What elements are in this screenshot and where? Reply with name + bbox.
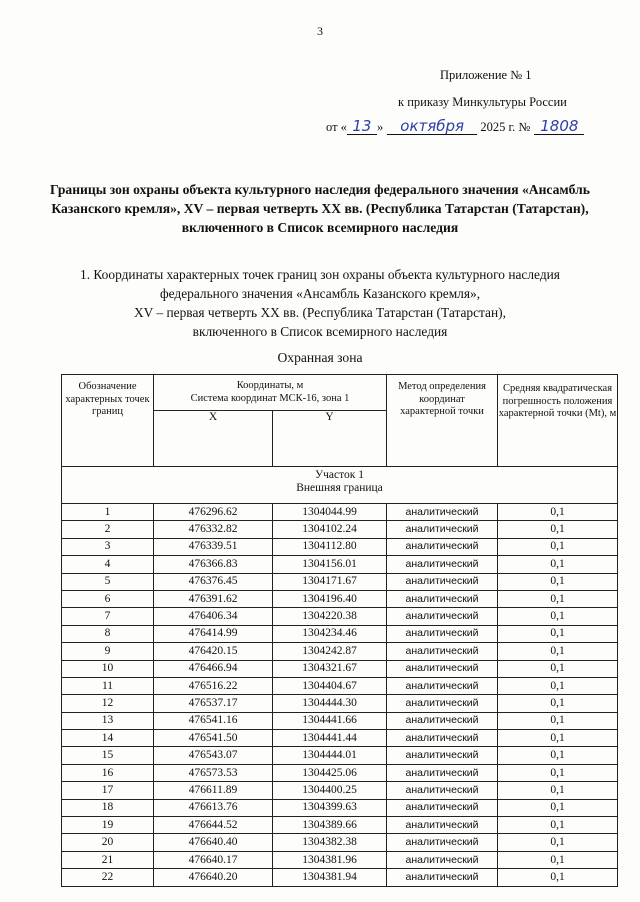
x-coordinate-cell: 476541.50 [154,730,273,747]
x-coordinate-cell: 476391.62 [154,590,273,607]
error-cell: 0,1 [498,573,618,590]
point-number-cell: 3 [62,538,154,555]
y-coordinate-cell: 1304382.38 [273,834,387,851]
header-coordinate-system: Система координат МСК-16, зона 1 [190,392,350,404]
section-heading [40,265,600,341]
error-cell: 0,1 [498,764,618,781]
method-cell: аналитический [387,851,498,868]
section-heading-line: XV – первая четверть XX вв. (Республика Татарстан (Татарстан), [134,305,506,320]
y-coordinate-cell: 1304171.67 [273,573,387,590]
handwritten-number-field [534,117,584,135]
point-number-cell: 18 [62,799,154,816]
x-coordinate-cell: 476516.22 [154,677,273,694]
method-cell: аналитический [387,712,498,729]
table-row [62,747,618,764]
x-coordinate-cell: 476611.89 [154,782,273,799]
header-coordinates-unit: Координаты, м [236,380,304,391]
point-number-cell: 9 [62,643,154,660]
handwritten-day: 13 [352,117,372,135]
point-number-cell: 21 [62,851,154,868]
table-row [62,643,618,660]
method-cell: аналитический [387,660,498,677]
plot-label: Участок 1 [315,469,364,481]
y-coordinate-cell: 1304102.24 [273,521,387,538]
table-row [62,590,618,607]
y-coordinate-cell: 1304425.06 [273,764,387,781]
table-row [62,782,618,799]
x-coordinate-cell: 476332.82 [154,521,273,538]
page-number: 3 [317,24,323,38]
table-row [62,834,618,851]
table-row [62,625,618,642]
zone-title: Охранная зона [277,350,363,365]
header-x: X [154,411,273,467]
method-cell: аналитический [387,590,498,607]
point-number-cell: 11 [62,677,154,694]
x-coordinate-cell: 476339.51 [154,538,273,555]
x-coordinate-cell: 476644.52 [154,817,273,834]
y-coordinate-cell: 1304242.87 [273,643,387,660]
header-coordinates [154,375,387,411]
y-coordinate-cell: 1304441.44 [273,730,387,747]
point-number-cell: 14 [62,730,154,747]
table-row [62,660,618,677]
method-cell: аналитический [387,869,498,886]
method-cell: аналитический [387,730,498,747]
error-cell: 0,1 [498,625,618,642]
handwritten-month: октября [400,117,465,135]
table-row [62,504,618,521]
y-coordinate-cell: 1304381.96 [273,851,387,868]
section-heading-line: федерального значения «Ансамбль Казанского кремля», [159,286,481,301]
y-coordinate-cell: 1304399.63 [273,799,387,816]
x-coordinate-cell: 476466.94 [154,660,273,677]
y-coordinate-cell: 1304404.67 [273,677,387,694]
error-cell: 0,1 [498,504,618,521]
table-row [62,712,618,729]
point-number-cell: 13 [62,712,154,729]
error-cell: 0,1 [498,608,618,625]
handwritten-day-field [347,117,377,135]
error-cell: 0,1 [498,590,618,607]
method-cell: аналитический [387,538,498,555]
y-coordinate-cell: 1304156.01 [273,556,387,573]
y-coordinate-cell: 1304196.40 [273,590,387,607]
method-cell: аналитический [387,799,498,816]
point-number-cell: 12 [62,695,154,712]
x-coordinate-cell: 476541.16 [154,712,273,729]
error-cell: 0,1 [498,677,618,694]
error-cell: 0,1 [498,799,618,816]
error-cell: 0,1 [498,660,618,677]
y-coordinate-cell: 1304444.30 [273,695,387,712]
method-cell: аналитический [387,556,498,573]
method-cell: аналитический [387,625,498,642]
error-cell: 0,1 [498,712,618,729]
appendix-order-ref: к приказу Минкультуры России [398,95,567,109]
year-and-number-label: 2025 г. № [480,120,531,134]
y-coordinate-cell: 1304220.38 [273,608,387,625]
error-cell: 0,1 [498,834,618,851]
date-prefix: от « [326,120,347,134]
method-cell: аналитический [387,747,498,764]
handwritten-number: 1808 [540,117,579,135]
x-coordinate-cell: 476414.99 [154,625,273,642]
y-coordinate-cell: 1304389.66 [273,817,387,834]
y-coordinate-cell: 1304044.99 [273,504,387,521]
point-number-cell: 22 [62,869,154,886]
header-designation: Обозначение характерных точек границ [62,375,154,467]
method-cell: аналитический [387,782,498,799]
point-number-cell: 2 [62,521,154,538]
section-heading-line: включенного в Список всемирного наследия [192,324,448,339]
y-coordinate-cell: 1304321.67 [273,660,387,677]
table-row [62,677,618,694]
point-number-cell: 1 [62,504,154,521]
table-row [62,556,618,573]
point-number-cell: 19 [62,817,154,834]
x-coordinate-cell: 476537.17 [154,695,273,712]
method-cell: аналитический [387,643,498,660]
point-number-cell: 17 [62,782,154,799]
table-row [62,799,618,816]
appendix-label: Приложение № 1 [440,68,532,82]
method-cell: аналитический [387,504,498,521]
document-title: Границы зон охраны объекта культурного наследия федерального значения «Ансамбль Казанского кремля», XV – первая четверть XX вв. (Республика Татарстан (Татарстан), включенного в Список всемирного наследия [50,182,590,235]
x-coordinate-cell: 476406.34 [154,608,273,625]
table-row [62,695,618,712]
y-coordinate-cell: 1304234.46 [273,625,387,642]
appendix-date-line [326,117,584,135]
header-error: Средняя квадратическая погрешность положения характерной точки (Mt), м [498,375,618,467]
point-number-cell: 7 [62,608,154,625]
table-row [62,730,618,747]
date-quote-close: » [376,120,384,134]
error-cell: 0,1 [498,747,618,764]
point-number-cell: 8 [62,625,154,642]
y-coordinate-cell: 1304112.80 [273,538,387,555]
table-row [62,851,618,868]
error-cell: 0,1 [498,556,618,573]
point-number-cell: 5 [62,573,154,590]
table-row [62,538,618,555]
x-coordinate-cell: 476366.83 [154,556,273,573]
error-cell: 0,1 [498,538,618,555]
table-row [62,764,618,781]
error-cell: 0,1 [498,643,618,660]
table-row [62,608,618,625]
error-cell: 0,1 [498,730,618,747]
method-cell: аналитический [387,573,498,590]
method-cell: аналитический [387,817,498,834]
point-number-cell: 20 [62,834,154,851]
y-coordinate-cell: 1304400.25 [273,782,387,799]
x-coordinate-cell: 476640.17 [154,851,273,868]
point-number-cell: 15 [62,747,154,764]
point-number-cell: 16 [62,764,154,781]
x-coordinate-cell: 476640.20 [154,869,273,886]
y-coordinate-cell: 1304444.01 [273,747,387,764]
error-cell: 0,1 [498,869,618,886]
method-cell: аналитический [387,695,498,712]
point-number-cell: 6 [62,590,154,607]
error-cell: 0,1 [498,521,618,538]
method-cell: аналитический [387,834,498,851]
error-cell: 0,1 [498,817,618,834]
header-method: Метод определения координат характерной точки [387,375,498,467]
x-coordinate-cell: 476613.76 [154,799,273,816]
point-number-cell: 10 [62,660,154,677]
y-coordinate-cell: 1304381.94 [273,869,387,886]
header-y: Y [273,411,387,467]
x-coordinate-cell: 476296.62 [154,504,273,521]
section-heading-line: 1. Координаты характерных точек границ зон охраны объекта культурного наследия [80,267,560,282]
x-coordinate-cell: 476640.40 [154,834,273,851]
x-coordinate-cell: 476376.45 [154,573,273,590]
method-cell: аналитический [387,521,498,538]
error-cell: 0,1 [498,851,618,868]
y-coordinate-cell: 1304441.66 [273,712,387,729]
boundary-label: Внешняя граница [296,482,383,494]
table-row [62,869,618,886]
table-body [62,467,618,887]
handwritten-month-field [387,117,477,135]
point-number-cell: 4 [62,556,154,573]
method-cell: аналитический [387,608,498,625]
table-row [62,573,618,590]
error-cell: 0,1 [498,782,618,799]
plot-header-cell [62,467,618,504]
x-coordinate-cell: 476420.15 [154,643,273,660]
table-row [62,817,618,834]
coordinates-table [61,374,618,887]
table-row [62,521,618,538]
x-coordinate-cell: 476573.53 [154,764,273,781]
error-cell: 0,1 [498,695,618,712]
method-cell: аналитический [387,677,498,694]
x-coordinate-cell: 476543.07 [154,747,273,764]
method-cell: аналитический [387,764,498,781]
